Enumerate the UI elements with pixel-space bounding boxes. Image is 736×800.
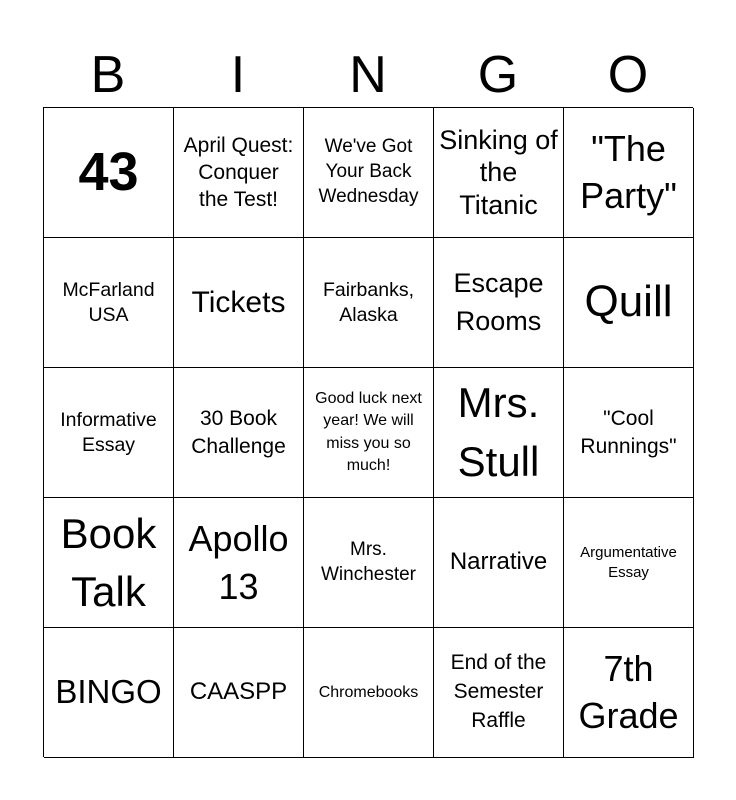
bingo-cell-r2-c1[interactable] — [44, 238, 174, 368]
bingo-cell-r3-c2[interactable] — [174, 368, 304, 498]
cell-text: Narrative — [449, 548, 548, 576]
bingo-cell-r5-c5[interactable] — [564, 628, 694, 758]
bingo-cell-r1-c4[interactable] — [434, 108, 564, 238]
cell-text: 7th Grade — [578, 647, 679, 736]
cell-text: Informative Essay — [60, 408, 157, 456]
header-letter-i: I — [230, 46, 246, 104]
bingo-cell-r1-c5[interactable] — [564, 108, 694, 238]
cell-text: Book Talk — [60, 509, 157, 615]
bingo-cell-r3-c5[interactable] — [564, 368, 694, 498]
cell-text: Mrs. Stull — [457, 378, 540, 485]
bingo-cell-r5-c1[interactable] — [44, 628, 174, 758]
cell-text: Fairbanks, Alaska — [322, 278, 415, 326]
bingo-cell-r1-c2[interactable] — [174, 108, 304, 238]
bingo-cell-r5-c4[interactable] — [434, 628, 564, 758]
cell-text: Quill — [584, 277, 673, 327]
bingo-cell-r1-c3[interactable] — [304, 108, 434, 238]
cell-text: CAASPP — [189, 678, 288, 706]
cell-text: Apollo 13 — [188, 517, 289, 607]
bingo-cell-r5-c2[interactable] — [174, 628, 304, 758]
cell-text: Escape Rooms — [453, 268, 544, 336]
cell-text: "Cool Runnings" — [580, 407, 677, 458]
header-letter-b: B — [90, 46, 126, 104]
cell-text: April Quest: Conquer the Test! — [183, 133, 294, 212]
bingo-cell-r3-c1[interactable] — [44, 368, 174, 498]
cell-text: Chromebooks — [318, 683, 419, 701]
cell-text: Tickets — [191, 286, 286, 319]
cell-text: End of the Semester Raffle — [450, 651, 547, 732]
bingo-cell-r2-c3[interactable] — [304, 238, 434, 368]
bingo-cell-r1-c1[interactable] — [44, 108, 174, 238]
bingo-cell-r3-c4[interactable] — [434, 368, 564, 498]
bingo-cell-r3-c3[interactable] — [304, 368, 434, 498]
cell-text: BINGO — [55, 673, 162, 711]
bingo-cell-r2-c2[interactable] — [174, 238, 304, 368]
cell-text: 43 — [78, 141, 139, 202]
bingo-cell-r5-c3[interactable] — [304, 628, 434, 758]
bingo-cell-r4-c4[interactable] — [434, 498, 564, 628]
bingo-header — [43, 42, 693, 108]
cell-text: We've Got Your Back Wednesday — [318, 136, 419, 207]
bingo-cell-r4-c5[interactable] — [564, 498, 694, 628]
cell-text: Mrs. Winchester — [320, 538, 417, 585]
cell-text: "The Party" — [580, 127, 677, 216]
cell-text: Argumentative Essay — [580, 544, 677, 581]
bingo-cell-r4-c2[interactable] — [174, 498, 304, 628]
bingo-cell-r2-c4[interactable] — [434, 238, 564, 368]
bingo-cell-r4-c1[interactable] — [44, 498, 174, 628]
cell-text: Good luck next year! We will miss you so much! — [315, 389, 422, 474]
bingo-board — [43, 107, 693, 757]
cell-text: Sinking of the Titanic — [439, 124, 558, 220]
bingo-cell-r4-c3[interactable] — [304, 498, 434, 628]
header-letter-g: G — [477, 46, 519, 104]
cell-text: 30 Book Challenge — [191, 407, 286, 458]
cell-text: McFarland USA — [62, 278, 155, 326]
header-letter-n: N — [349, 46, 387, 104]
header-letter-o: O — [607, 46, 649, 104]
bingo-cell-r2-c5[interactable] — [564, 238, 694, 368]
